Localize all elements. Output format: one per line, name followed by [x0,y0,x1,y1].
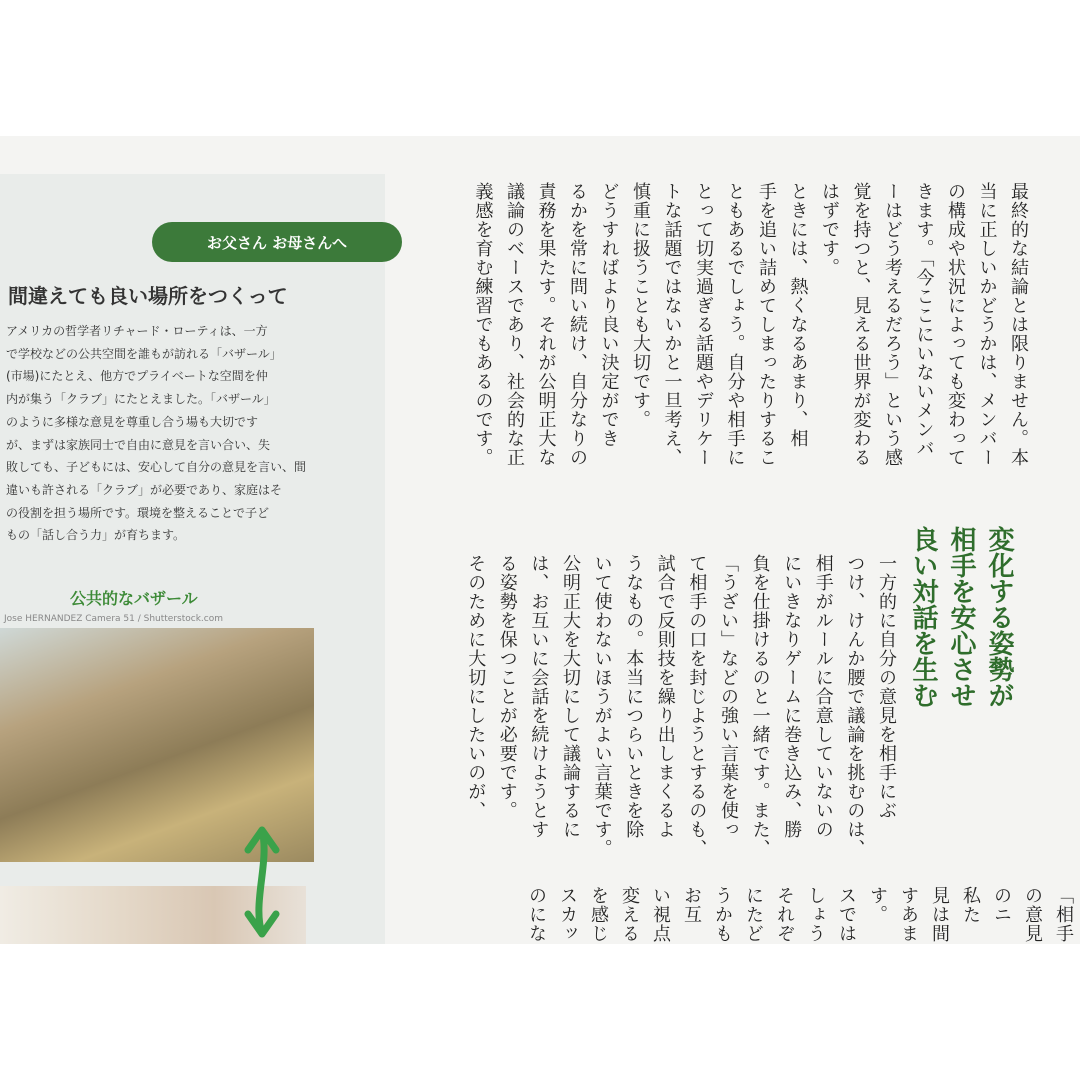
cutoff-text-column: のニ [991,886,1012,924]
cutoff-text-column: を感じ [588,886,609,943]
sidebar-line: のように多様な意見を尊重し合う場も大切です [6,414,259,429]
text-column: はずです。 [819,182,840,277]
text-column: うなもの。本当につらいときを除 [623,554,645,839]
text-column: ともあるでしょう。自分や相手に [724,182,746,467]
text-column: る姿勢を保つことが必要です。 [496,554,518,820]
cutoff-text-column: のにな [526,886,547,943]
text-column: きます。「今ここにいないメンバ [913,182,935,458]
magazine-page [0,136,1080,944]
sidebar-line: 敗しても、子どもには、安心して自分の意見を言い、間 [6,460,307,475]
parents-badge: お父さん お母さんへ [152,222,402,262]
cutoff-text-column: それぞ [774,886,795,943]
text-column: 最終的な結論とは限りません。本 [1008,182,1029,467]
sidebar-line: で学校などの公共空間を誰もが訪れる「バザール」 [6,346,282,361]
cutoff-text-column: しょう [805,886,826,943]
text-column: トな話題ではないかと一旦考え、 [661,182,683,467]
text-column: 「うざい」などの強い言葉を使っ [718,554,739,839]
text-column: 覚を持つと、見える世界が変わる [850,182,872,467]
sidebar-line: が、まずは家族同士で自由に意見を言い合い、失 [6,437,271,452]
text-column: 責務を果たす。それが公明正大な [535,182,557,467]
double-arrow-icon [240,822,284,942]
sidebar-line: 違いも許される「クラブ」が必要であり、家庭はそ [6,482,283,497]
section-heading-line: 変化する姿勢が [984,526,1014,708]
text-column: るかを常に問い続け、自分なりの [567,182,588,467]
text-column: 手を追い詰めてしまったりするこ [756,182,777,467]
text-column: 議論のベースであり、社会的な正 [504,182,525,467]
section-heading-line: 相手を安心させ [946,526,976,708]
text-column: ときには、熱くなるあまり、相 [787,182,809,448]
section-heading-line: 良い対話を生む [908,526,938,708]
cutoff-text-column: い視点 [650,886,671,943]
text-column: にいきなりゲームに巻き込み、勝 [781,554,803,839]
cutoff-text-column: す。 [867,886,888,924]
cutoff-text-column: 見は間 [929,886,950,943]
sidebar-title: 間違えても良い場所をつくって [8,284,288,308]
cutoff-text-column: にたど [743,886,764,943]
text-column: とって切実過ぎる話題やデリケー [693,182,714,467]
cutoff-text-column: スでは [836,886,857,943]
text-column: どうすればより良い決定ができ [598,182,620,448]
cutoff-text-column: 「相手 [1053,886,1074,943]
cutoff-text-column: うかも [712,886,733,943]
text-column: そのために大切にしたいのが、 [465,554,487,820]
sidebar-line: もの「話し合う力」が育ちます。 [6,528,186,543]
sidebar-body [6,320,366,547]
text-column: 当に正しいかどうかは、メンバー [976,182,998,467]
text-column: つけ、けんか腰で議論を挑むのは、 [844,554,866,858]
cutoff-text-column: すあま [898,886,919,943]
cutoff-text-column: 変える [619,886,640,943]
text-column: の構成や状況によっても変わって [945,182,966,467]
text-column: ーはどう考えるだろう」という感 [882,182,903,467]
cutoff-text-column: の意見 [1022,886,1043,943]
text-column: 公明正大を大切にして議論するに [560,554,581,839]
sidebar-line: アメリカの哲学者リチャード・ローティは、一方 [6,324,268,338]
photo-caption: 公共的なバザール [70,589,198,608]
text-column: 一方的に自分の意見を相手にぶ [876,554,897,820]
cutoff-text-column: 私た [960,886,981,924]
text-column: 義感を育む練習でもあるのです。 [472,182,494,467]
text-column: て相手の口を封じようとするのも、 [686,554,708,858]
cutoff-text-column: スカッ [557,886,578,943]
text-column: 試合で反則技を繰り出しまくるよ [654,554,676,839]
text-column: 慎重に扱うことも大切です。 [630,182,651,429]
text-column: いて使わないほうがよい言葉です。 [591,554,613,858]
cutoff-text-column: お互 [681,886,702,924]
text-column: は、お互いに会話を続けようとす [528,554,550,839]
text-column: 相手がルールに合意していないの [812,554,834,839]
parents-sidebar [0,174,385,944]
photo-credit: Jose HERNANDEZ Camera 51 / Shutterstock.com [4,614,223,624]
sidebar-line: 内が集う「クラブ」にたとえました。「バザール」 [6,392,276,407]
sidebar-line: の役割を担う場所です。環境を整えることで子ど [6,505,270,520]
text-column: 負を仕掛けるのと一緒です。また、 [749,554,771,858]
sidebar-line: (市場)にたとえ、他方でプライベートな空間を仲 [6,369,268,384]
